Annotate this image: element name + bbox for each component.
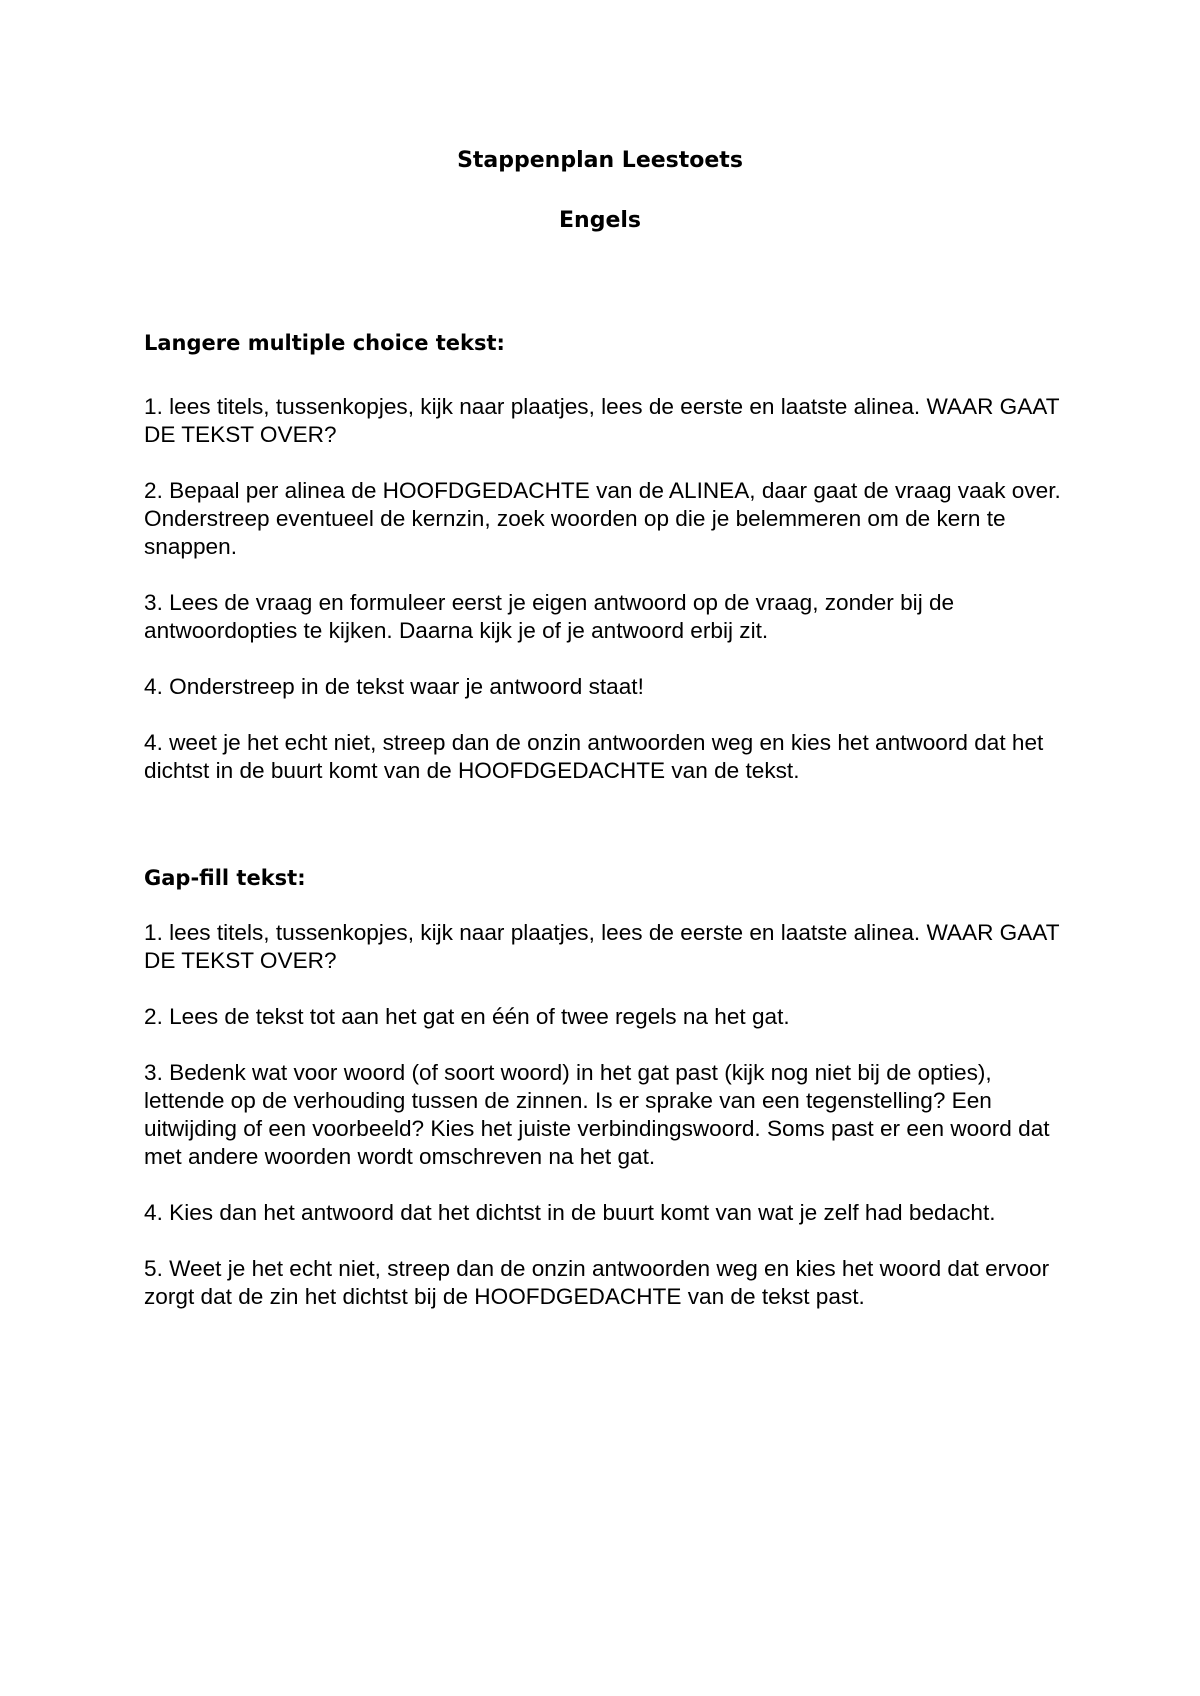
document-subtitle: Engels <box>559 208 641 233</box>
mc-step-4: 4. Onderstreep in de tekst waar je antwoord staat! <box>144 674 644 699</box>
mc-step-3: 3. Lees de vraag en formuleer eerst je eigen antwoord op de vraag, zonder bij de antwoordopties te kijken. Daarna kijk je of je antwoord erbij zit. <box>144 590 955 643</box>
gap-step-4: 4. Kies dan het antwoord dat het dichtst in de buurt komt van wat je zelf had bedacht. <box>144 1200 996 1225</box>
gap-step-2: 2. Lees de tekst tot aan het gat en één of twee regels na het gat. <box>144 1004 790 1029</box>
mc-step-1: 1. lees titels, tussenkopjes, kijk naar plaatjes, lees de eerste en laatste alinea. WAAR GAAT DE TEKST OVER? <box>144 394 1060 447</box>
mc-step-5: 4. weet je het echt niet, streep dan de onzin antwoorden weg en kies het antwoord dat het dichtst in de buurt komt van de HOOFDGEDACHTE van de tekst. <box>144 730 1044 783</box>
section-heading-gap-fill: Gap-fill tekst: <box>144 866 306 890</box>
gap-step-3: 3. Bedenk wat voor woord (of soort woord) in het gat past (kijk nog niet bij de opties), lettende op de verhouding tussen de zinnen. Is er sprake van een tegenstelling? Een uitwijding of een voorbeeld? Kies het juiste verbindingswoord. Soms past er een woord dat met andere woorden wordt omschreven na het gat. <box>144 1060 1050 1169</box>
document-title: Stappenplan Leestoets <box>457 148 743 173</box>
gap-step-1: 1. lees titels, tussenkopjes, kijk naar plaatjes, lees de eerste en laatste alinea. WAAR GAAT DE TEKST OVER? <box>144 920 1060 973</box>
mc-step-2: 2. Bepaal per alinea de HOOFDGEDACHTE van de ALINEA, daar gaat de vraag vaak over. Onderstreep eventueel de kernzin, zoek woorden op die je belemmeren om de kern te snappen. <box>144 478 1061 559</box>
gap-step-5: 5. Weet je het echt niet, streep dan de onzin antwoorden weg en kies het woord dat ervoor zorgt dat de zin het dichtst bij de HOOFDGEDACHTE van de tekst past. <box>144 1256 1050 1309</box>
section-heading-multiple-choice: Langere multiple choice tekst: <box>144 331 505 355</box>
